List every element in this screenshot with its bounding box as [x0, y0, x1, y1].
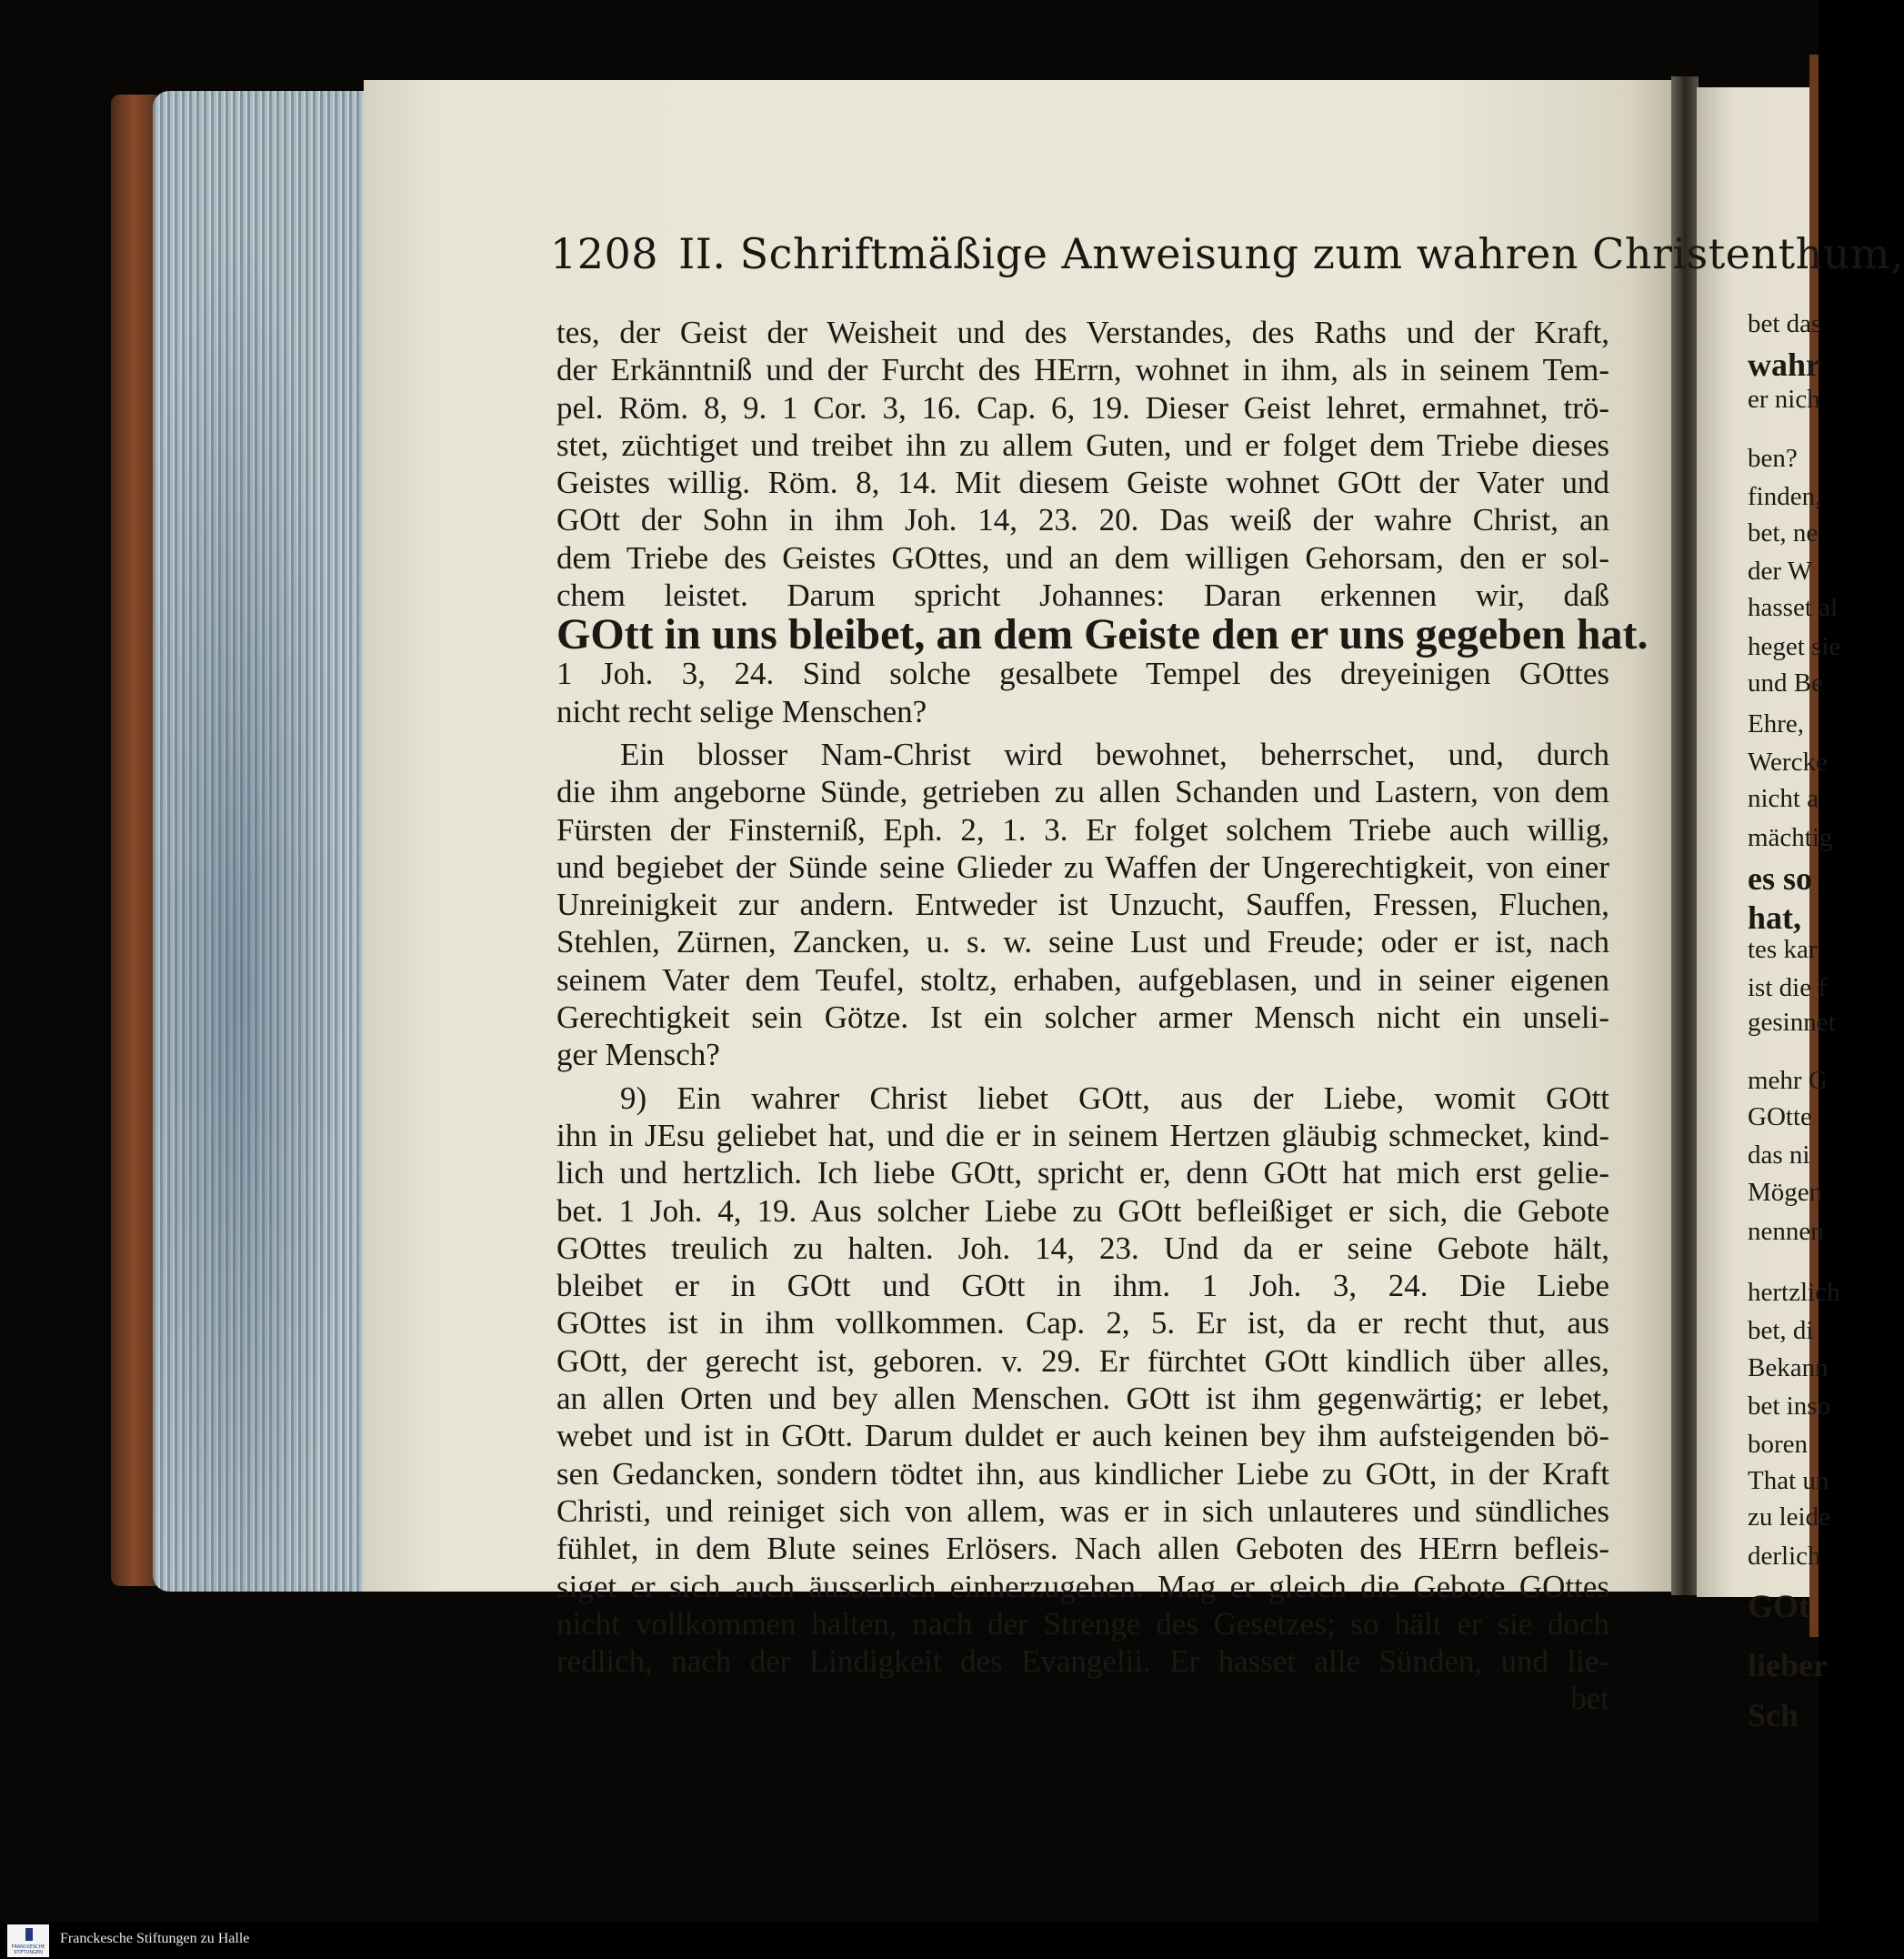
right-page-fragment: das ni	[1748, 1140, 1810, 1170]
right-page-fragment: mehr G	[1748, 1066, 1828, 1095]
right-page-fragment: tes kar	[1748, 935, 1818, 964]
right-page-fragment: hertzlich	[1748, 1278, 1840, 1307]
text-line: tes, der Geist der Weisheit und des Verstandes, des Raths und der Kraft,	[556, 315, 1609, 350]
right-page-fragment: er nich	[1748, 385, 1820, 414]
text-line: Unreinigkeit zur andern. Entweder ist Unzucht, Sauffen, Fressen, Fluchen,	[556, 887, 1609, 923]
right-page-fragment: That un	[1748, 1466, 1829, 1495]
right-page-fragment: finden,	[1748, 482, 1822, 511]
book-gutter	[1671, 76, 1699, 1595]
right-page-fragment: es so	[1748, 860, 1812, 897]
text-line: webet und ist in GOtt. Darum duldet er auch keinen bey ihm aufsteigenden bö-	[556, 1418, 1609, 1454]
text-line: bet	[1570, 1681, 1609, 1717]
text-line: ger Mensch?	[556, 1037, 720, 1073]
text-line: Stehlen, Zürnen, Zancken, u. s. w. seine Lust und Freude; oder er ist, nach	[556, 924, 1609, 960]
right-page-fragment: und Be	[1748, 668, 1823, 698]
text-line: nicht recht selige Menschen?	[556, 693, 927, 729]
text-line: sen Gedancken, sondern tödtet ihn, aus kindlicher Liebe zu GOtt, in der Kraft	[556, 1455, 1609, 1492]
right-page-fragment: mächtig	[1748, 823, 1833, 852]
text-line: fühlet, in dem Blute seines Erlösers. Nach allen Geboten des HErrn befleis-	[556, 1531, 1609, 1567]
text-line: bet. 1 Joh. 4, 19. Aus solcher Liebe zu GOtt befleißiget er sich, die Gebote	[556, 1192, 1609, 1229]
text-line: siget er sich auch äusserlich einherzugehen. Mag er gleich die Gebote GOttes	[556, 1568, 1609, 1604]
footer-bar	[0, 1923, 1819, 1959]
institution-logo[interactable]	[7, 1924, 49, 1957]
text-line: GOttes treulich zu halten. Joh. 14, 23. Und da er seine Gebote hält,	[556, 1230, 1609, 1266]
logo-tower-icon	[25, 1928, 33, 1941]
text-line: chem leistet. Darum spricht Johannes: Daran erkennen wir, daß	[556, 578, 1609, 614]
right-page-fragment: Bekann	[1748, 1353, 1829, 1382]
text-line: redlich, nach der Lindigkeit des Evangelii. Er hasset alle Sünden, und lie-	[556, 1643, 1609, 1680]
text-line: 1 Joh. 3, 24. Sind solche gesalbete Tempel des dreyeinigen GOttes	[556, 656, 1609, 692]
text-line: GOtt in uns bleibet, an dem Geiste den er uns gegeben hat.	[556, 610, 1648, 659]
text-line: die ihm angeborne Sünde, getrieben zu allen Schanden und Lastern, von dem	[556, 774, 1609, 810]
text-line: GOttes ist in ihm vollkommen. Cap. 2, 5. Er ist, da er recht thut, aus	[556, 1305, 1609, 1341]
left-book-cover	[111, 95, 156, 1586]
right-page-fragment: boren	[1748, 1430, 1809, 1459]
right-page-fragment: GOtte	[1748, 1102, 1812, 1131]
text-line: 9) Ein wahrer Christ liebet GOtt, aus der Liebe, womit GOtt	[620, 1080, 1609, 1116]
right-page-fragment: bet das	[1748, 309, 1822, 338]
right-page-fragment: hasset al	[1748, 593, 1839, 622]
running-title: II. Schriftmäßige Anweisung zum wahren Christenthum,	[678, 229, 1904, 278]
right-page-fragment: derlich	[1748, 1542, 1821, 1571]
right-page-fragment: nicht a	[1748, 784, 1819, 813]
right-page-fragment: gesinnet	[1748, 1008, 1836, 1037]
text-line: Ein blosser Nam-Christ wird bewohnet, beherrschet, und, durch	[620, 736, 1609, 772]
right-page-fragment: zu leide	[1748, 1502, 1830, 1532]
logo-text: FRANCKESCHE STIFTUNGEN	[11, 1944, 45, 1955]
page-header	[550, 229, 1904, 278]
text-line: stet, züchtiget und treibet ihn zu allem Guten, und er folget dem Triebe dieses	[556, 427, 1609, 463]
right-page-fragment: GOt	[1748, 1588, 1809, 1624]
text-line: ihn in JEsu geliebet hat, und die er in seinem Hertzen gläubig schmecket, kind-	[556, 1117, 1609, 1153]
text-line: der Erkänntniß und der Furcht des HErrn, wohnet in ihm, als in seinem Tem-	[556, 352, 1609, 388]
text-line: GOtt der Sohn in ihm Joh. 14, 23. 20. Das weiß der wahre Christ, an	[556, 502, 1609, 538]
right-page-fragment: ist die f	[1748, 973, 1827, 1002]
text-line: an allen Orten und bey allen Menschen. GOtt ist ihm gegenwärtig; er lebet,	[556, 1381, 1609, 1417]
text-line: Fürsten der Finsterniß, Eph. 2, 1. 3. Er folget solchem Triebe auch willig,	[556, 811, 1609, 848]
right-page-fragment: Mögen	[1748, 1178, 1823, 1207]
text-line: pel. Röm. 8, 9. 1 Cor. 3, 16. Cap. 6, 19. Dieser Geist lehret, ermahnet, trö-	[556, 389, 1609, 426]
right-page-fragment: Sch	[1748, 1697, 1799, 1733]
page-fore-edge	[153, 91, 364, 1592]
text-line: nicht vollkommen halten, nach der Strenge des Gesetzes; so hält er sie doch	[556, 1605, 1609, 1642]
text-line: Christi, und reiniget sich von allem, was er in sich unlauteres und sündliches	[556, 1492, 1609, 1529]
text-line: dem Triebe des Geistes GOttes, und an dem willigen Gehorsam, den er sol-	[556, 539, 1609, 576]
right-page-fragment: heget sie	[1748, 632, 1841, 661]
footer-institution-name: Franckesche Stiftungen zu Halle	[60, 1931, 250, 1946]
text-line: Gerechtigkeit sein Götze. Ist ein solcher armer Mensch nicht ein unseli-	[556, 1000, 1609, 1036]
right-page-fragment: bet inso	[1748, 1391, 1831, 1421]
right-page-fragment: Wercke	[1748, 748, 1828, 777]
right-page-fragment: wahr	[1748, 347, 1820, 383]
text-line: GOtt, der gerecht ist, geboren. v. 29. Er fürchtet GOtt kindlich über alles,	[556, 1342, 1609, 1379]
text-line: lich und hertzlich. Ich liebe GOtt, spricht er, denn GOtt hat mich erst gelie-	[556, 1155, 1609, 1191]
page-number: 1208	[550, 229, 659, 278]
right-page-fragment: der W	[1748, 557, 1813, 586]
text-line: seinem Vater dem Teufel, stoltz, erhaben, aufgeblasen, und in seiner eigenen	[556, 961, 1609, 998]
right-page-fragment: bet, ne	[1748, 518, 1819, 548]
text-line: bleibet er in GOtt und GOtt in ihm. 1 Joh. 3, 24. Die Liebe	[556, 1268, 1609, 1304]
right-page-fragment: nennen	[1748, 1217, 1824, 1246]
main-text-block	[556, 314, 1648, 1718]
right-page-fragment: Ehre,	[1748, 709, 1804, 738]
right-page-fragment: ben?	[1748, 444, 1798, 473]
text-line: und begiebet der Sünde seine Glieder zu Waffen der Ungerechtigkeit, von einer	[556, 849, 1609, 885]
right-page-fragment: bet, di	[1748, 1316, 1814, 1345]
right-page-fragment: hat,	[1748, 899, 1802, 936]
text-line: Geistes willig. Röm. 8, 14. Mit diesem Geiste wohnet GOtt der Vater und	[556, 465, 1609, 501]
right-page-fragment: lieber	[1748, 1647, 1828, 1683]
